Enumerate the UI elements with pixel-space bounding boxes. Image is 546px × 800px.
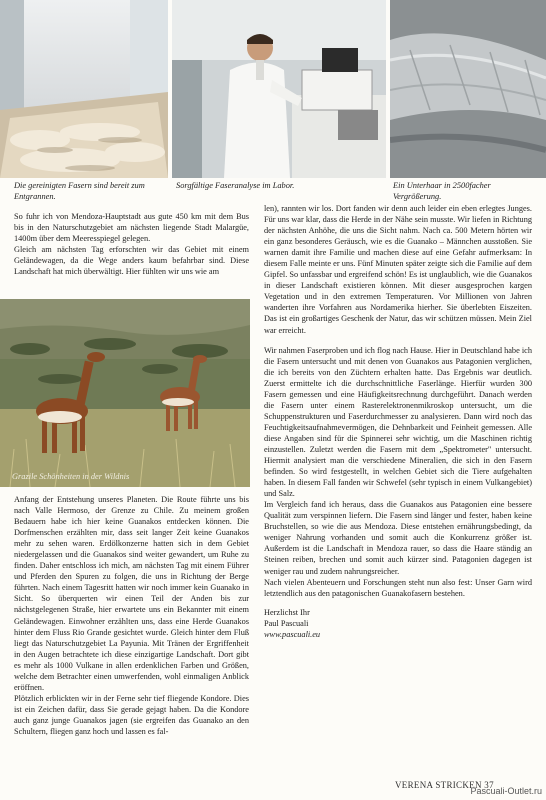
signature-web[interactable]: www.pascuali.eu (264, 629, 321, 639)
caption-fiber: Ein Unterhaar in 2500facher Vergrößerung. (393, 181, 491, 201)
photo-guanacos (0, 299, 250, 487)
photo-wool (0, 0, 168, 178)
paragraph: Anfang der Entstehung unseres Planeten. Die Route führte uns bis nach Valle Hermoso, der Grenze zu Chile. Zu meinem großen Bedauern habe ich hier keine Guanakos entdecken können. Die Dorfmenschen erzählten mir, dass seit langer Zeit keine Guanakos mehr zu sehen waren. Erdölkonzerne hatten sich in dem Gebiet niedergelassen und die Guanakos sind weiter gewandert, um Ruhe zu finden. Daher entschloss ich mich, am nächsten Tag mit einem Führer und Pferden den Spuren zu folgen, die uns in Richtung der Berge führten. Nach einem Tagesritt hatten wir noch immer kein Guanako in Sicht. So überquerten wir einen Teil der Anden bis zur nächstgelegenen Straße, hier erwartete uns ein Bekannter mit einem Geländewagen. Einwohner erzählten uns, dass eine Herde Guanakos hinter dem Fluss Rio Grande gesichtet wurde. Gleich hinter dem Fluß liegt das Naturschutzgebiet La Payunia. Mit Tränen der Ergriffenheit in den Augen betrachtete ich diese einzigartige Landschaft. Dort gibt es mehr als 1000 Vulkane in allen erdenklichen Farben und Größen, welche dem Betrachter einen umwerfenden, wohl einmaligen Anblick eröffnen. (14, 495, 249, 692)
paragraph: Plötzlich erblickten wir in der Ferne sehr tief fliegende Kondore. Dies ist ein Zeichen dafür, dass Sie gerade gejagt haben. Da die Kondore auch ganz junge Guanakos jagen (sie ergreifen das Guanako an den Schultern, fliegen ganz hoch und lassen es fal- (14, 693, 249, 736)
left-column-bottom (14, 494, 249, 737)
left-column-top (14, 211, 249, 277)
photo-lab (172, 0, 386, 178)
caption-lab: Sorgfältige Faseranalyse im Labor. (176, 181, 295, 190)
paragraph: Nach vielen Abenteuern und Forschungen steht nun also fest: Unser Garn wird letztendlich aus den patagonischen Guanakofasern bestehen. (264, 577, 532, 598)
watermark: Pascuali-Outlet.ru (470, 786, 542, 796)
right-column (264, 203, 532, 640)
caption-guanacos: Grazile Schönheiten in der Wildnis (12, 472, 130, 481)
signature-greeting: Herzlichst Ihr (264, 607, 310, 617)
paragraph: len), rannten wir los. Dort fanden wir denn auch leider ein eben erlegtes Junges. Für uns war klar, dass die Herde in der Nähe sein musste. Wir liefen in Richtung der nächsten Anhöhe, die uns die Sicht nahm. Nach ca. 500 Metern hörten wir ein ganz besonderes Geräusch, wie es die Guanako – Männchen ausstoßen. Sie warnen damit ihre Familie und machen diese auf eine Gefahr aufmerksam: In diesem Falle meinte er uns. Fünf Minuten später zeigte sich die Familie auf dem Gipfel. So unfassbar und ergreifend schön! Es ist unglaublich, wie die Guanakos in dieser Landschaft existieren können. Mit dieser ausgesprochen kargen Vegetation und in den extremen Temperaturen. Vor Millionen von Jahren wanderten ihre Vorfahren aus Nordamerika hierher. Sie überlebten Eiszeiten. Das ist ein großartiges Geschenk der Natur, das wir schützen müssen. Mein Ziel war erreicht. (264, 204, 532, 335)
page-footer: VERENA STRICKEN 37 (395, 780, 494, 790)
signature (264, 607, 532, 640)
paragraph: Wir nahmen Faserproben und ich flog nach Hause. Hier in Deutschland habe ich die Fasern untersucht und mit denen von Guanakos aus Patagonien verglichen, die ich bereits von den Züchtern erhalten hatte. Das Ergebnis war deutlich. Zuerst ermittelte ich die durchschnittliche Faserlänge. Hierfür wurden 300 Fasern gemessen und eine Häufigkeitsrechnung durchgeführt. Danach werden die Fasern unter einem Rasterelektronenmikroskop untersucht, um die Schuppenstrukturen und Faserdurchmesser zu analysieren. Dann wird noch das Feuchtigkeitsaufnahmevermögen, die Dehnbarkeit und Feinheit gemessen. Alle diese Angaben sind für die Spinnerei sehr wichtig, um die Maschinen richtig einzustellen. Zuletzt werden die Fasern mit dem „Spektrometer" untersucht. Hiermit analysiert man die verschiedene Mineralien, die sich in den Fasern befinden. So wird festgestellt, in welchen Gebiet sich die Tiere aufgehalten haben. In diesem Fall fanden wir Schwefel (sehr typisch in einem Vulkangebiet) und Salz. (264, 345, 532, 499)
paragraph: Im Vergleich fand ich heraus, dass die Guanakos aus Patagonien eine bessere Qualität zum verspinnen liefern. Die Fasern sind länger und fester, haben keine Bruchstellen, so wie die aus Mendoza. Diese entstehen ernährungsbedingt, da weniger Nahrung vorhanden und somit auch die Konkurrenz größer ist. Außerdem ist die Landschaft in Mendoza rauer, so dass die Haare ständig an Steinen reiben, brechen und somit auch kürzer sind. Patagonien dagegen ist weniger rau und zudem nahrungsreicher. (264, 500, 532, 576)
caption-wool: Die gereinigten Fasern sind bereit zum Entgrannen. (14, 181, 145, 201)
signature-name: Paul Pascuali (264, 618, 309, 628)
paragraph: So fuhr ich von Mendoza-Hauptstadt aus gute 450 km mit dem Bus bis in den Naturschutzgebiet am nächsten liegende Stadt Malargüe, 1400m über dem Meeresspiegel gelegen. (14, 212, 249, 244)
photo-fiber (390, 0, 546, 178)
paragraph: Gleich am nächsten Tag erforschten wir das Gebiet mit einem Geländewagen, da die Wege anders kaum befahrbar sind. Diese Landschaft hat mich überwältigt. Hier fühlten wir uns wie am (14, 245, 249, 277)
